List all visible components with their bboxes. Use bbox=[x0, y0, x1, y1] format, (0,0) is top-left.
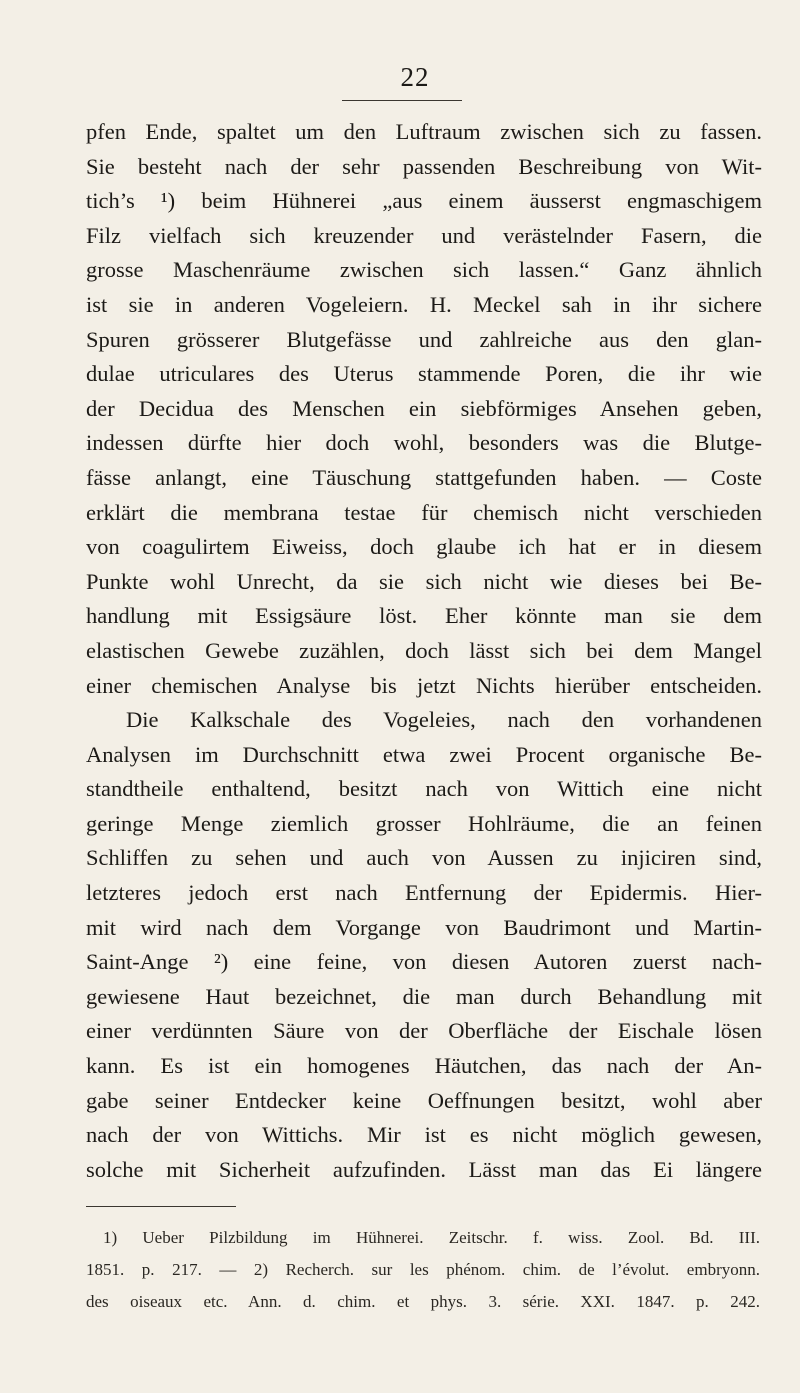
text-line: pfen Ende, spaltet um den Luftraum zwischen sich zu fassen. bbox=[86, 119, 762, 144]
text-line: einer verdünnten Säure von der Oberfläche der Eischale lösen bbox=[86, 1018, 762, 1044]
text-line: Saint-Ange ²) eine feine, von diesen Autoren zuerst nach- bbox=[86, 949, 762, 975]
page-number: 22 bbox=[400, 62, 430, 92]
text-line: dulae utriculares des Uterus stammende Poren, die ihr wie bbox=[86, 361, 762, 387]
footnote-rule bbox=[86, 1206, 236, 1207]
text-line: solche mit Sicherheit aufzufinden. Lässt man das Ei längere bbox=[86, 1156, 762, 1182]
text-line: Filz vielfach sich kreuzender und verästelnder Fasern, die bbox=[86, 222, 762, 248]
text-line: standtheile enthaltend, besitzt nach von Wittich eine nicht bbox=[86, 776, 762, 802]
text-line: grosse Maschenräume zwischen sich lassen.“ Ganz ähnlich bbox=[86, 257, 762, 283]
text-line: letzteres jedoch erst nach Entfernung der Epidermis. Hier- bbox=[86, 880, 762, 906]
page-number-rule bbox=[342, 100, 462, 101]
text-line: geringe Menge ziemlich grosser Hohlräume, die an feinen bbox=[86, 810, 762, 836]
footnotes bbox=[86, 1222, 760, 1318]
text-line: Punkte wohl Unrecht, da sie sich nicht wie dieses bei Be- bbox=[86, 568, 762, 594]
footnote-line: 1851. p. 217. — 2) Recherch. sur les phénom. chim. de l’évolut. embryonn. bbox=[86, 1260, 760, 1279]
text-line: Spuren grösserer Blutgefässe und zahlreiche aus den glan- bbox=[86, 326, 762, 352]
text-line: erklärt die membrana testae für chemisch nicht verschieden bbox=[86, 499, 762, 525]
text-line: gabe seiner Entdecker keine Oeffnungen besitzt, wohl aber bbox=[86, 1087, 762, 1113]
footnote-line: 1) Ueber Pilzbildung im Hühnerei. Zeitschr. f. wiss. Zool. Bd. III. bbox=[103, 1228, 760, 1247]
text-line: Die Kalkschale des Vogeleies, nach den vorhandenen bbox=[126, 707, 762, 733]
text-line: ist sie in anderen Vogeleiern. H. Meckel sah in ihr sichere bbox=[86, 291, 762, 317]
text-line: der Decidua des Menschen ein siebförmiges Ansehen geben, bbox=[86, 395, 762, 421]
text-line: gewiesene Haut bezeichnet, die man durch Behandlung mit bbox=[86, 983, 762, 1009]
text-line: einer chemischen Analyse bis jetzt Nichts hierüber entscheiden. bbox=[86, 672, 762, 698]
text-line: elastischen Gewebe zuzählen, doch lässt sich bei dem Mangel bbox=[86, 637, 762, 663]
text-line: mit wird nach dem Vorgange von Baudrimont und Martin- bbox=[86, 914, 762, 940]
body-text bbox=[86, 115, 762, 1187]
text-line: Sie besteht nach der sehr passenden Beschreibung von Wit- bbox=[86, 153, 762, 179]
footnote-line: des oiseaux etc. Ann. d. chim. et phys. 3. série. XXI. 1847. p. 242. bbox=[86, 1292, 760, 1311]
text-line: von coagulirtem Eiweiss, doch glaube ich hat er in diesem bbox=[86, 534, 762, 560]
text-line: tich’s ¹) beim Hühnerei „aus einem äusserst engmaschigem bbox=[86, 188, 762, 214]
text-line: indessen dürfte hier doch wohl, besonders was die Blutge- bbox=[86, 430, 762, 456]
text-line: Analysen im Durchschnitt etwa zwei Procent organische Be- bbox=[86, 741, 762, 767]
text-line: kann. Es ist ein homogenes Häutchen, das nach der An- bbox=[86, 1053, 762, 1079]
text-line: fässe anlangt, eine Täuschung stattgefunden haben. — Coste bbox=[86, 464, 762, 490]
text-line: Schliffen zu sehen und auch von Aussen zu injiciren sind, bbox=[86, 845, 762, 871]
text-line: nach der von Wittichs. Mir ist es nicht möglich gewesen, bbox=[86, 1122, 762, 1148]
text-line: handlung mit Essigsäure löst. Eher könnte man sie dem bbox=[86, 603, 762, 629]
